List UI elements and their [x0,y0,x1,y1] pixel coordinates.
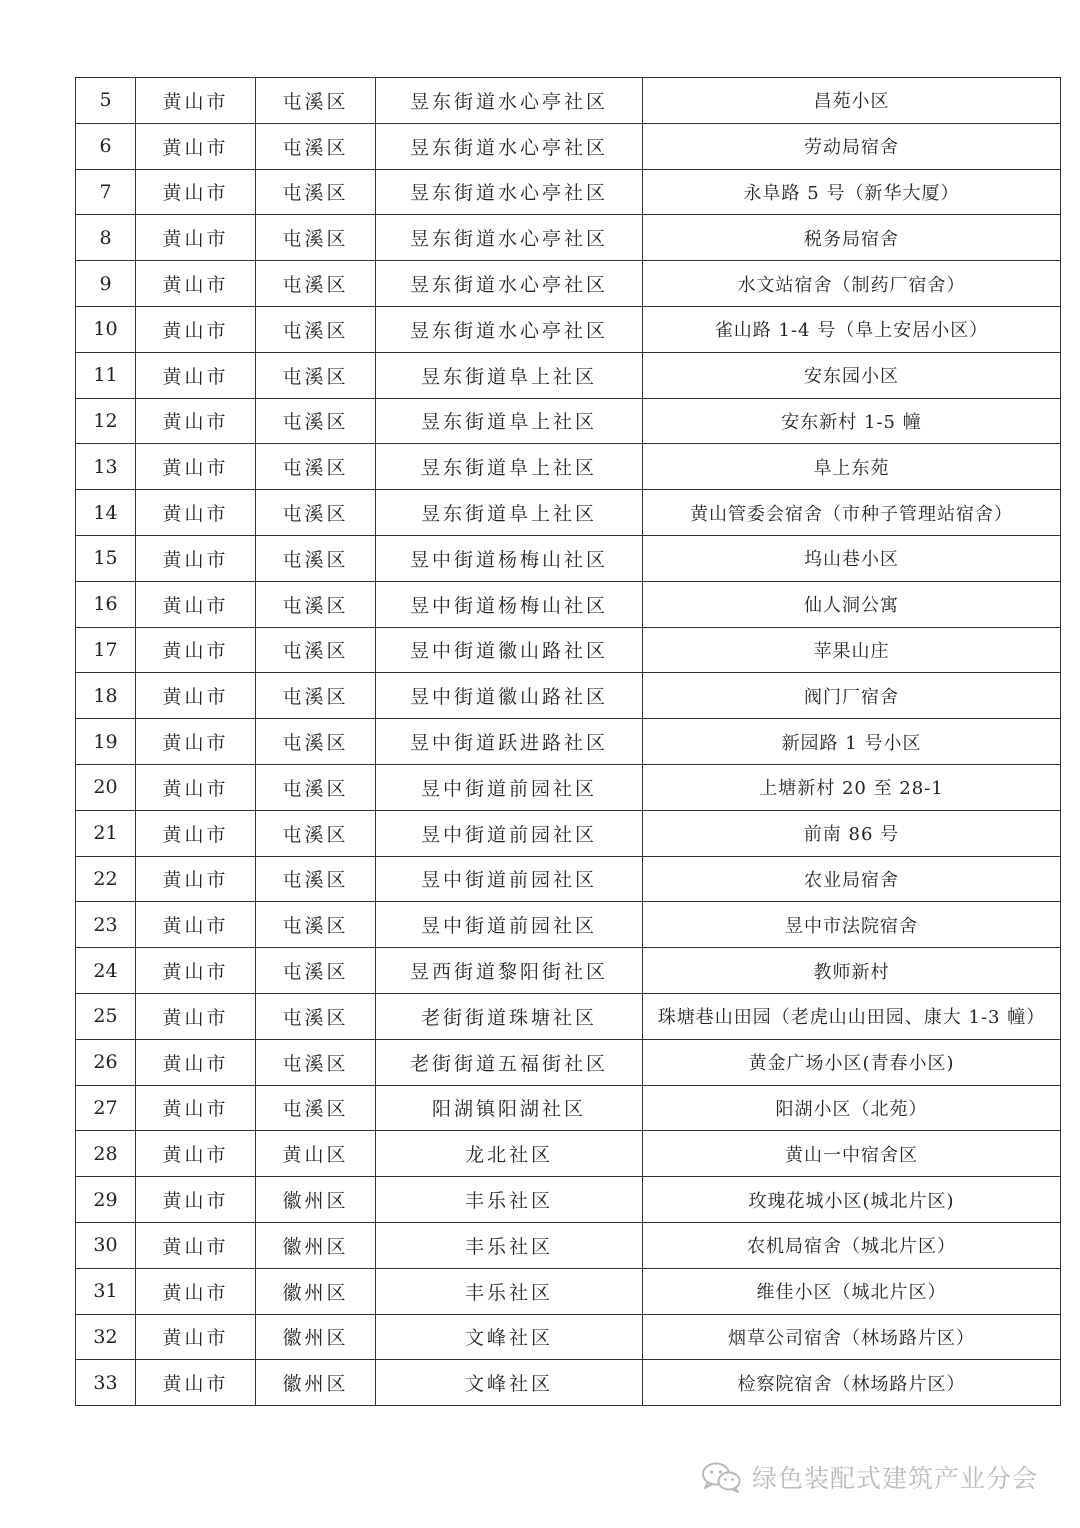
residence-name-cell: 农机局宿舍（城北片区） [643,1222,1061,1268]
city-cell: 黄山市 [136,627,256,673]
table-row [76,1131,1061,1177]
city-cell: 黄山市 [136,673,256,719]
table-row [76,1085,1061,1131]
residence-name-cell: 新园路 1 号小区 [643,719,1061,765]
residence-name-cell: 阳湖小区（北苑） [643,1085,1061,1131]
row-number-cell: 12 [76,398,136,444]
residence-name-cell: 黄金广场小区(青春小区) [643,1039,1061,1085]
table-row [76,444,1061,490]
residence-name-cell: 苹果山庄 [643,627,1061,673]
city-cell: 黄山市 [136,1131,256,1177]
city-cell: 黄山市 [136,719,256,765]
community-cell: 昱东街道阜上社区 [376,398,643,444]
district-cell: 屯溪区 [256,352,376,398]
table-row [76,1222,1061,1268]
community-cell: 昱东街道阜上社区 [376,444,643,490]
table-row [76,902,1061,948]
district-cell: 黄山区 [256,1131,376,1177]
residence-name-cell: 仙人洞公寓 [643,581,1061,627]
city-cell: 黄山市 [136,352,256,398]
district-cell: 屯溪区 [256,673,376,719]
table-row [76,398,1061,444]
district-cell: 屯溪区 [256,627,376,673]
district-cell: 徽州区 [256,1177,376,1223]
community-cell: 昱东街道水心亭社区 [376,261,643,307]
table-row [76,1314,1061,1360]
row-number-cell: 22 [76,856,136,902]
city-cell: 黄山市 [136,535,256,581]
residence-name-cell: 雀山路 1-4 号（阜上安居小区） [643,306,1061,352]
residence-name-cell: 前南 86 号 [643,810,1061,856]
table-row [76,948,1061,994]
row-number-cell: 13 [76,444,136,490]
community-cell: 老街街道珠塘社区 [376,993,643,1039]
community-cell: 昱中街道前园社区 [376,902,643,948]
community-cell: 昱东街道阜上社区 [376,490,643,536]
row-number-cell: 11 [76,352,136,398]
table-row [76,1360,1061,1406]
community-cell: 丰乐社区 [376,1222,643,1268]
table-row [76,123,1061,169]
row-number-cell: 23 [76,902,136,948]
district-cell: 屯溪区 [256,215,376,261]
residence-name-cell: 上塘新村 20 至 28-1 [643,764,1061,810]
table-row [76,352,1061,398]
residence-name-cell: 昱中市法院宿舍 [643,902,1061,948]
city-cell: 黄山市 [136,123,256,169]
city-cell: 黄山市 [136,581,256,627]
table-row [76,215,1061,261]
row-number-cell: 21 [76,810,136,856]
residence-name-cell: 珠塘巷山田园（老虎山山田园、康大 1-3 幢） [643,993,1061,1039]
wechat-watermark [700,1457,1038,1497]
community-cell: 昱中街道前园社区 [376,856,643,902]
table-row [76,1177,1061,1223]
community-cell: 昱东街道水心亭社区 [376,78,643,124]
residence-name-cell: 阜上东苑 [643,444,1061,490]
community-cell: 文峰社区 [376,1314,643,1360]
community-cell: 老街街道五福街社区 [376,1039,643,1085]
city-cell: 黄山市 [136,1085,256,1131]
district-cell: 屯溪区 [256,78,376,124]
residence-name-cell: 农业局宿舍 [643,856,1061,902]
district-cell: 屯溪区 [256,1085,376,1131]
residence-name-cell: 黄山管委会宿舍（市种子管理站宿舍） [643,490,1061,536]
watermark-text: 绿色装配式建筑产业分会 [752,1464,1039,1493]
district-cell: 屯溪区 [256,1039,376,1085]
city-cell: 黄山市 [136,1360,256,1406]
row-number-cell: 17 [76,627,136,673]
residence-name-cell: 昌苑小区 [643,78,1061,124]
residence-name-cell: 安东新村 1-5 幢 [643,398,1061,444]
community-cell: 昱中街道徽山路社区 [376,627,643,673]
residence-name-cell: 安东园小区 [643,352,1061,398]
row-number-cell: 9 [76,261,136,307]
city-cell: 黄山市 [136,1222,256,1268]
residence-name-cell: 阀门厂宿舍 [643,673,1061,719]
community-cell: 丰乐社区 [376,1268,643,1314]
table-row [76,856,1061,902]
district-cell: 屯溪区 [256,444,376,490]
community-cell: 昱东街道水心亭社区 [376,306,643,352]
row-number-cell: 14 [76,490,136,536]
city-cell: 黄山市 [136,1177,256,1223]
row-number-cell: 7 [76,169,136,215]
residence-name-cell: 黄山一中宿舍区 [643,1131,1061,1177]
community-cell: 昱中街道杨梅山社区 [376,581,643,627]
row-number-cell: 27 [76,1085,136,1131]
community-cell: 昱中街道跃进路社区 [376,719,643,765]
row-number-cell: 26 [76,1039,136,1085]
community-cell: 昱东街道水心亭社区 [376,215,643,261]
row-number-cell: 6 [76,123,136,169]
city-cell: 黄山市 [136,490,256,536]
wechat-icon [700,1461,742,1493]
row-number-cell: 25 [76,993,136,1039]
community-cell: 阳湖镇阳湖社区 [376,1085,643,1131]
city-cell: 黄山市 [136,444,256,490]
community-cell: 昱东街道水心亭社区 [376,123,643,169]
row-number-cell: 15 [76,535,136,581]
city-cell: 黄山市 [136,306,256,352]
community-cell: 昱中街道徽山路社区 [376,673,643,719]
community-cell: 文峰社区 [376,1360,643,1406]
row-number-cell: 28 [76,1131,136,1177]
row-number-cell: 20 [76,764,136,810]
row-number-cell: 5 [76,78,136,124]
city-cell: 黄山市 [136,1314,256,1360]
community-cell: 昱中街道前园社区 [376,764,643,810]
city-cell: 黄山市 [136,764,256,810]
district-cell: 屯溪区 [256,123,376,169]
district-cell: 屯溪区 [256,306,376,352]
city-cell: 黄山市 [136,1039,256,1085]
district-cell: 徽州区 [256,1222,376,1268]
residence-name-cell: 教师新村 [643,948,1061,994]
residence-name-cell: 检察院宿舍（林场路片区） [643,1360,1061,1406]
district-cell: 徽州区 [256,1360,376,1406]
city-cell: 黄山市 [136,948,256,994]
table-row [76,581,1061,627]
district-cell: 屯溪区 [256,993,376,1039]
row-number-cell: 32 [76,1314,136,1360]
table-row [76,78,1061,124]
community-cell: 昱中街道前园社区 [376,810,643,856]
residence-name-cell: 烟草公司宿舍（林场路片区） [643,1314,1061,1360]
city-cell: 黄山市 [136,856,256,902]
community-cell: 龙北社区 [376,1131,643,1177]
table-row [76,535,1061,581]
table-row [76,764,1061,810]
residence-name-cell: 水文站宿舍（制药厂宿舍） [643,261,1061,307]
city-cell: 黄山市 [136,169,256,215]
city-cell: 黄山市 [136,902,256,948]
row-number-cell: 33 [76,1360,136,1406]
district-cell: 屯溪区 [256,902,376,948]
row-number-cell: 19 [76,719,136,765]
community-cell: 丰乐社区 [376,1177,643,1223]
district-cell: 屯溪区 [256,490,376,536]
table-row [76,627,1061,673]
district-cell: 屯溪区 [256,398,376,444]
row-number-cell: 8 [76,215,136,261]
city-cell: 黄山市 [136,78,256,124]
row-number-cell: 29 [76,1177,136,1223]
residence-name-cell: 玫瑰花城小区(城北片区) [643,1177,1061,1223]
residence-name-cell: 永阜路 5 号（新华大厦） [643,169,1061,215]
district-cell: 屯溪区 [256,261,376,307]
residence-name-cell: 劳动局宿舍 [643,123,1061,169]
district-cell: 屯溪区 [256,764,376,810]
row-number-cell: 10 [76,306,136,352]
city-cell: 黄山市 [136,810,256,856]
city-cell: 黄山市 [136,215,256,261]
community-cell: 昱西街道黎阳街社区 [376,948,643,994]
table-row [76,490,1061,536]
city-cell: 黄山市 [136,1268,256,1314]
table-row [76,810,1061,856]
city-cell: 黄山市 [136,993,256,1039]
district-cell: 屯溪区 [256,719,376,765]
district-cell: 屯溪区 [256,581,376,627]
district-cell: 屯溪区 [256,535,376,581]
table-row [76,993,1061,1039]
city-cell: 黄山市 [136,261,256,307]
community-cell: 昱东街道水心亭社区 [376,169,643,215]
table-row [76,261,1061,307]
row-number-cell: 30 [76,1222,136,1268]
row-number-cell: 16 [76,581,136,627]
residence-name-cell: 坞山巷小区 [643,535,1061,581]
table-body [76,78,1061,1406]
residential-list-table [75,77,1061,1406]
district-cell: 屯溪区 [256,810,376,856]
district-cell: 屯溪区 [256,169,376,215]
residence-name-cell: 维佳小区（城北片区） [643,1268,1061,1314]
row-number-cell: 18 [76,673,136,719]
row-number-cell: 31 [76,1268,136,1314]
community-cell: 昱中街道杨梅山社区 [376,535,643,581]
table-row [76,1039,1061,1085]
table-row [76,719,1061,765]
community-cell: 昱东街道阜上社区 [376,352,643,398]
table-row [76,673,1061,719]
row-number-cell: 24 [76,948,136,994]
district-cell: 屯溪区 [256,856,376,902]
district-cell: 屯溪区 [256,948,376,994]
district-cell: 徽州区 [256,1268,376,1314]
table-row [76,169,1061,215]
table-row [76,1268,1061,1314]
district-cell: 徽州区 [256,1314,376,1360]
city-cell: 黄山市 [136,398,256,444]
table-row [76,306,1061,352]
residence-name-cell: 税务局宿舍 [643,215,1061,261]
